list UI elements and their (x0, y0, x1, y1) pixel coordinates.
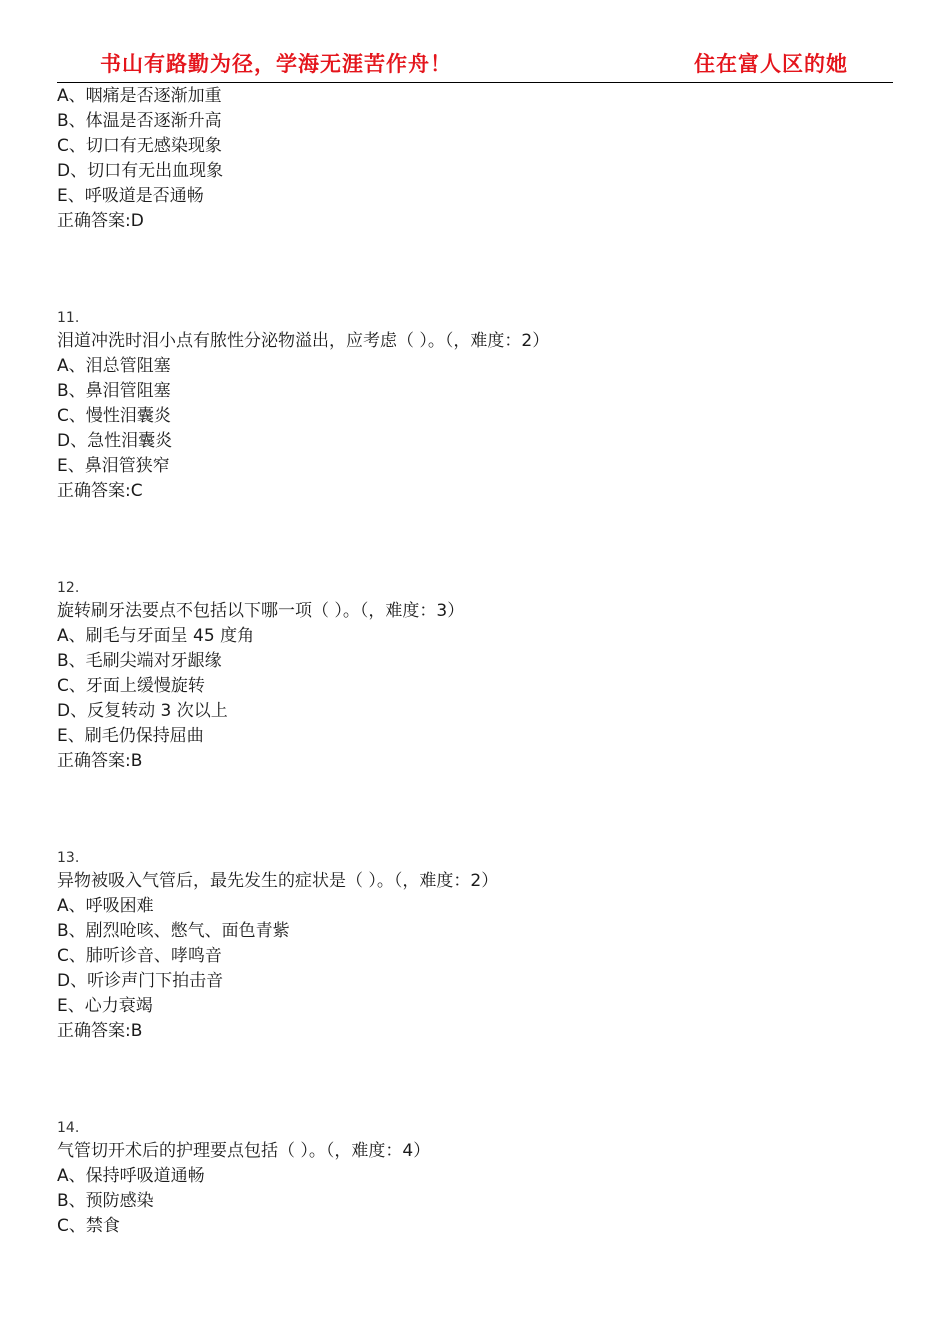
correct-answer: 正确答案:C (57, 481, 143, 501)
option-c: C、禁食 (57, 1216, 120, 1236)
question-stem: 旋转刷牙法要点不包括以下哪一项（ ）。（，难度：3） (57, 601, 465, 621)
option-c: C、肺听诊音、哮鸣音 (57, 946, 222, 966)
question-number: 11. (57, 310, 80, 326)
question-stem: 泪道冲洗时泪小点有脓性分泌物溢出，应考虑（ ）。（，难度：2） (57, 331, 550, 351)
option-c: C、切口有无感染现象 (57, 136, 222, 156)
correct-answer: 正确答案:B (57, 1021, 143, 1041)
correct-answer: 正确答案:B (57, 751, 143, 771)
document-body (57, 84, 893, 1239)
header-motto: 书山有路勤为径，学海无涯苦作舟！ (100, 51, 452, 76)
option-c: C、慢性泪囊炎 (57, 406, 171, 426)
option-d: D、反复转动 3 次以上 (57, 701, 228, 721)
option-a: A、刷毛与牙面呈 45 度角 (57, 626, 255, 646)
option-a: A、咽痛是否逐渐加重 (57, 86, 222, 106)
question-stem: 气管切开术后的护理要点包括（ ）。（，难度：4） (57, 1141, 431, 1161)
option-b: B、预防感染 (57, 1191, 154, 1211)
option-b: B、鼻泪管阻塞 (57, 381, 171, 401)
option-e: E、鼻泪管狭窄 (57, 456, 170, 476)
header-divider (57, 82, 893, 83)
header-author: 住在富人区的她 (694, 51, 848, 76)
option-b: B、体温是否逐渐升高 (57, 111, 222, 131)
option-a: A、泪总管阻塞 (57, 356, 171, 376)
question-block-12 (57, 579, 893, 774)
option-e: E、呼吸道是否通畅 (57, 186, 204, 206)
option-d: D、切口有无出血现象 (57, 161, 224, 181)
option-a: A、呼吸困难 (57, 896, 154, 916)
option-a: A、保持呼吸道通畅 (57, 1166, 205, 1186)
option-e: E、心力衰竭 (57, 996, 153, 1016)
option-b: B、剧烈呛咳、憋气、面色青紫 (57, 921, 290, 941)
question-number: 13. (57, 850, 80, 866)
question-block-14 (57, 1119, 893, 1239)
question-block-13 (57, 849, 893, 1044)
question-stem: 异物被吸入气管后，最先发生的症状是（ ）。（，难度：2） (57, 871, 499, 891)
correct-answer: 正确答案:D (57, 211, 144, 231)
question-number: 14. (57, 1120, 80, 1136)
option-d: D、听诊声门下拍击音 (57, 971, 224, 991)
question-block-11 (57, 309, 893, 504)
option-c: C、牙面上缓慢旋转 (57, 676, 205, 696)
option-e: E、刷毛仍保持屈曲 (57, 726, 204, 746)
page-header (0, 0, 950, 84)
question-number: 12. (57, 580, 80, 596)
option-d: D、急性泪囊炎 (57, 431, 173, 451)
option-b: B、毛刷尖端对牙龈缘 (57, 651, 222, 671)
question-block-prev (57, 84, 893, 234)
